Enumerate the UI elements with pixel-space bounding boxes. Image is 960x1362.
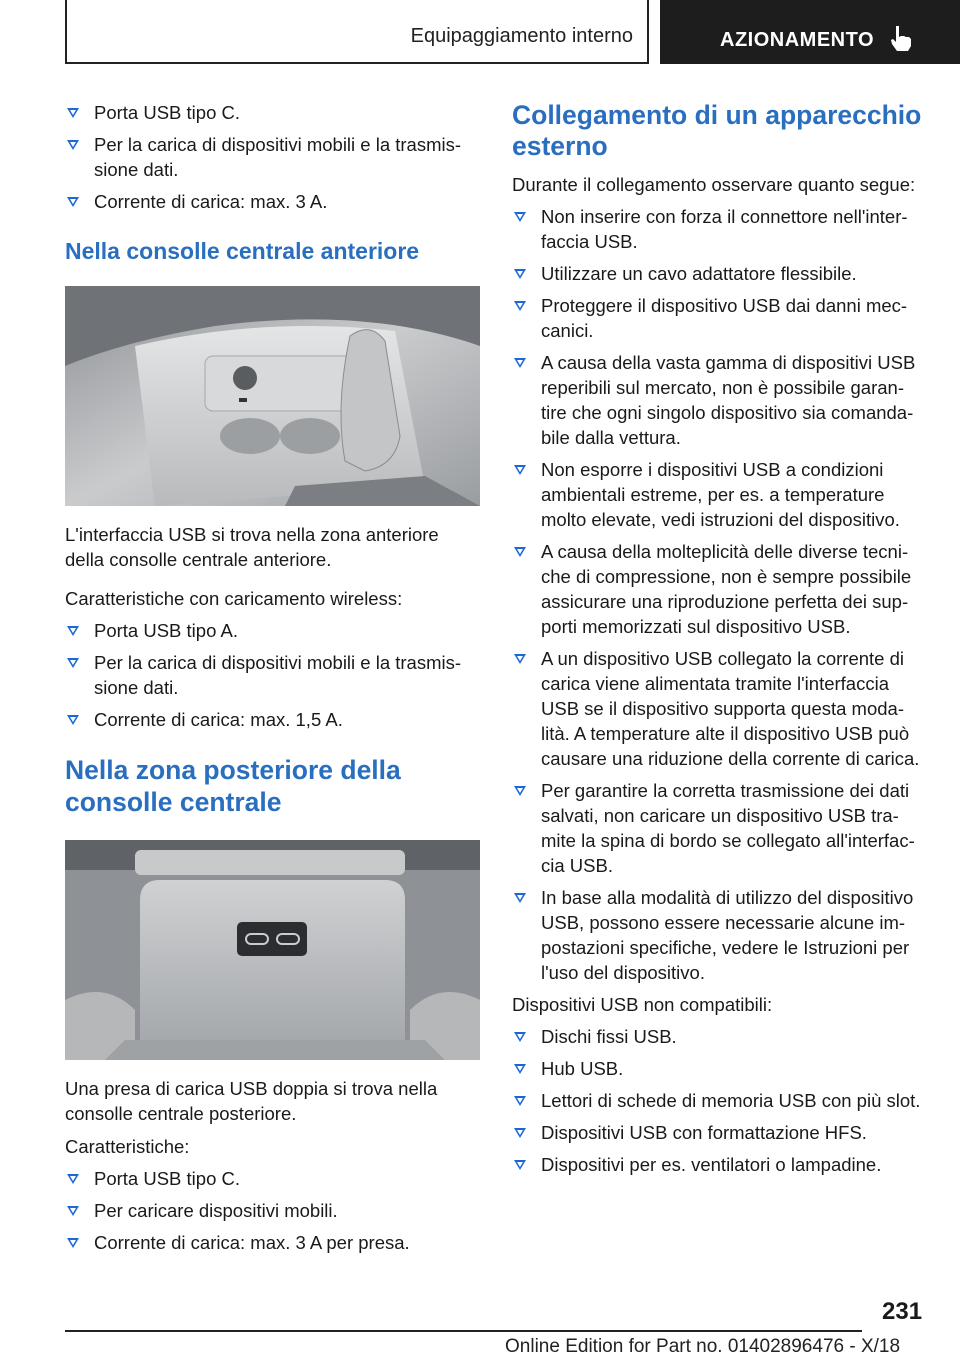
list-item: Per garantire la corretta trasmissione dei dati salvati, non caricare un dispositivo USB tra-mite la spina di bordo se collegato all'interfac-cia USB. [512, 778, 927, 878]
list-item: Utilizzare un cavo adattatore flessibile. [512, 261, 927, 286]
bullet-triangle-icon [514, 893, 526, 903]
front-features-intro: Caratteristiche con caricamento wireless: [65, 588, 403, 609]
bullet-triangle-icon [514, 786, 526, 796]
rear-features-intro: Caratteristiche: [65, 1136, 190, 1157]
list-item: Non inserire con forza il connettore nell'inter-faccia USB. [512, 204, 927, 254]
list-item: Dischi fissi USB. [512, 1024, 927, 1049]
list-item: Porta USB tipo C. [65, 1166, 480, 1191]
bullet-triangle-icon [67, 1238, 79, 1248]
section-tab [660, 0, 960, 64]
bullet-triangle-icon [514, 547, 526, 557]
rear-console-caption: Una presa di carica USB doppia si trova nella consolle centrale posteriore. [65, 1078, 438, 1124]
list-item: Lettori di schede di memoria USB con più slot. [512, 1088, 927, 1113]
rear-bullet-list [65, 1166, 480, 1255]
connect-intro: Durante il collegamento osservare quanto segue: [512, 174, 916, 195]
rear-console-photo [65, 840, 480, 1060]
bullet-triangle-icon [67, 715, 79, 725]
list-item: Dispositivi per es. ventilatori o lampadine. [512, 1152, 927, 1177]
bullet-triangle-icon [67, 626, 79, 636]
list-item: Per la carica di dispositivi mobili e la trasmis-sione dati. [65, 132, 480, 182]
list-item: Porta USB tipo C. [65, 100, 480, 125]
bullet-triangle-icon [514, 301, 526, 311]
connect-device-heading: Collegamento di un apparecchio esterno [512, 100, 922, 161]
page-number: 231 [882, 1298, 923, 1325]
bullet-triangle-icon [67, 1206, 79, 1216]
bullet-triangle-icon [514, 358, 526, 368]
list-item: Corrente di carica: max. 3 A. [65, 189, 480, 214]
list-item: A causa della molteplicità delle diverse tecni-che di compressione, non è sempre possibile assicurare una riproduzione perfetta dei sup-porti memorizzati sul dispositivo USB. [512, 539, 927, 639]
list-item: Corrente di carica: max. 1,5 A. [65, 707, 480, 732]
front-console-caption: L'interfaccia USB si trova nella zona anteriore della consolle centrale anteriore. [65, 524, 439, 570]
edition-footer: Online Edition for Part no. 01402896476 - X/18 [505, 1336, 901, 1357]
hand-pointer-icon [888, 24, 914, 52]
list-item: Non esporre i dispositivi USB a condizioni ambientali estreme, per es. a temperature molto elevate, vedi istruzioni del dispositivo. [512, 457, 927, 532]
bullet-triangle-icon [514, 1064, 526, 1074]
list-item: Dispositivi USB con formattazione HFS. [512, 1120, 927, 1145]
list-item: A un dispositivo USB collegato la corrente di carica viene alimentata tramite l'interfaccia USB se il dispositivo supporta questa moda-lità. A temperature alte il dispositivo USB può causare una riduzione della corrente di carica. [512, 646, 927, 771]
chapter-title: Equipaggiamento interno [410, 25, 633, 47]
bullet-triangle-icon [514, 654, 526, 664]
list-item: Porta USB tipo A. [65, 618, 480, 643]
bullet-triangle-icon [514, 1096, 526, 1106]
bullet-triangle-icon [67, 108, 79, 118]
list-item: A causa della vasta gamma di dispositivi USB reperibili sul mercato, non è possibile garan-tire che ogni singolo dispositivo sia comanda-bile dalla vettura. [512, 350, 927, 450]
incompatible-intro: Dispositivi USB non compatibili: [512, 994, 773, 1015]
list-item: Per la carica di dispositivi mobili e la trasmis-sione dati. [65, 650, 480, 700]
list-item: Corrente di carica: max. 3 A per presa. [65, 1230, 480, 1255]
list-item: Proteggere il dispositivo USB dai danni mec-canici. [512, 293, 927, 343]
bullet-triangle-icon [514, 1160, 526, 1170]
chapter-tab [65, 0, 649, 64]
bullet-triangle-icon [514, 212, 526, 222]
intro-bullet-list [65, 100, 480, 214]
bullet-triangle-icon [514, 269, 526, 279]
front-console-heading: Nella consolle centrale anteriore [65, 238, 420, 264]
right-column [512, 100, 927, 1184]
incompatible-bullet-list [512, 1024, 927, 1177]
list-item: Hub USB. [512, 1056, 927, 1081]
connect-bullet-list [512, 204, 927, 985]
bullet-triangle-icon [514, 1128, 526, 1138]
front-console-photo [65, 286, 480, 506]
list-item: Per caricare dispositivi mobili. [65, 1198, 480, 1223]
bullet-triangle-icon [67, 658, 79, 668]
bullet-triangle-icon [514, 1032, 526, 1042]
left-column [65, 100, 480, 1262]
section-tab-label: AZIONAMENTO [720, 29, 875, 51]
front-bullet-list [65, 618, 480, 732]
rear-console-heading: Nella zona posteriore della consolle centrale [65, 755, 401, 817]
footer-divider [65, 1330, 862, 1332]
list-item: In base alla modalità di utilizzo del dispositivo USB, possono essere necessarie alcune im-postazioni specifiche, vedere le Istruzioni per l'uso del dispositivo. [512, 885, 927, 985]
bullet-triangle-icon [67, 1174, 79, 1184]
bullet-triangle-icon [514, 465, 526, 475]
bullet-triangle-icon [67, 197, 79, 207]
bullet-triangle-icon [67, 140, 79, 150]
